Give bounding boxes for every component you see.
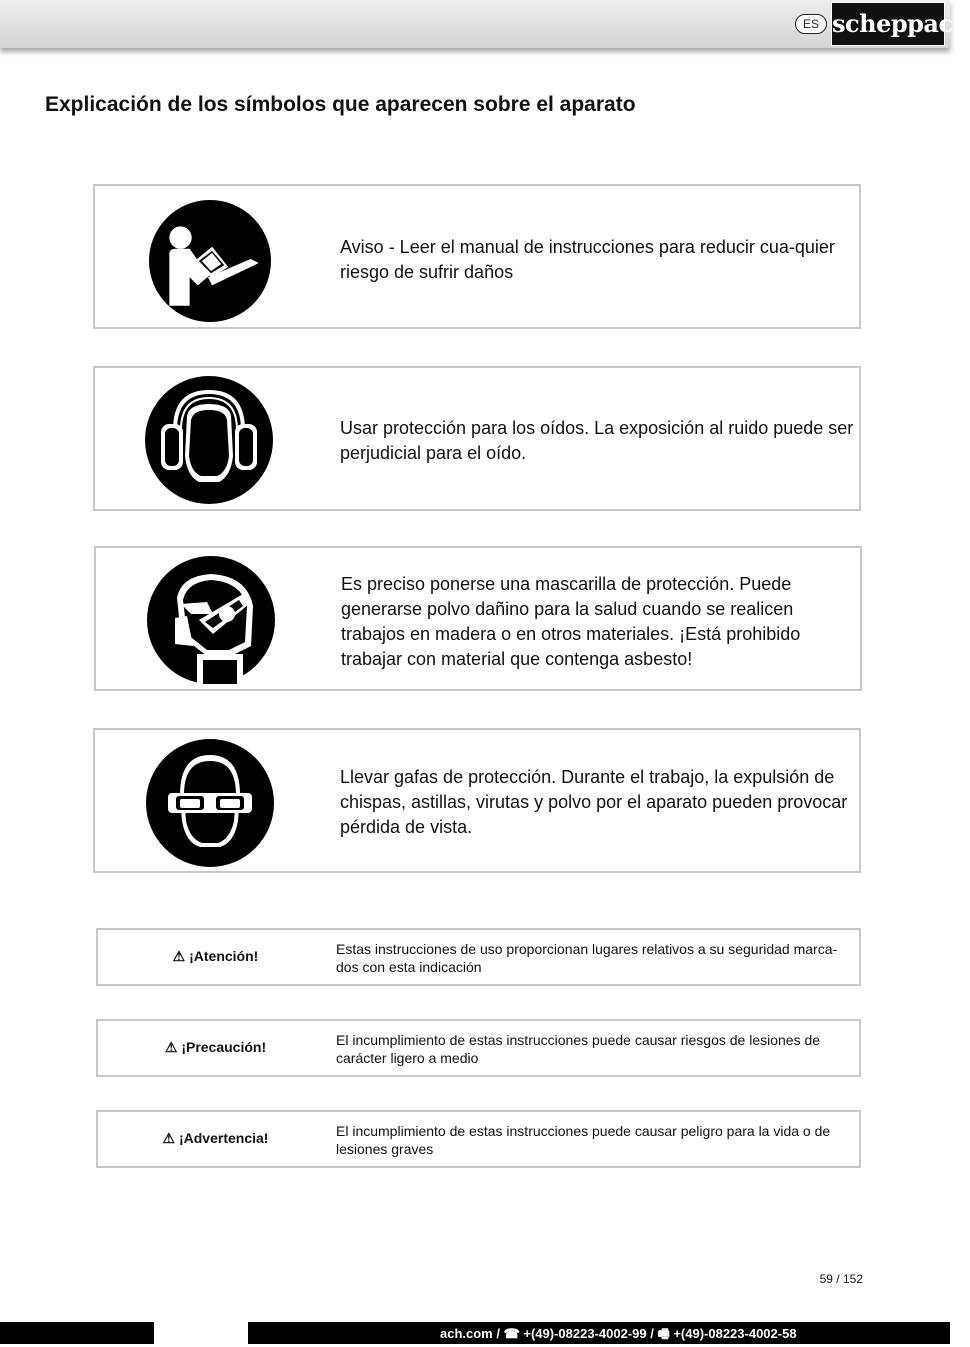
safety-goggles-icon: [146, 739, 274, 867]
notice-text-warning: El incumplimiento de estas instrucciones puede causar peligro para la vida o de lesiones graves: [336, 1123, 831, 1157]
notice-label-caution: ⚠ ¡Precaución!: [164, 1039, 267, 1055]
notice-warning: [96, 1110, 861, 1168]
symbol-box-read-manual: [93, 184, 861, 329]
header-bar: [0, 0, 970, 48]
symbol-box-safety-goggles: [93, 728, 861, 873]
footer-gap: [154, 1322, 248, 1344]
symbol-box-hearing-protection: [93, 366, 861, 511]
footer-contact: ach.com / ☎ +(49)-08223-4002-99 / 🖷 +(49)-08223-4002-58: [440, 1326, 797, 1341]
read-manual-icon: [149, 200, 271, 322]
language-badge: ES: [795, 14, 827, 34]
notice-caution: [96, 1019, 861, 1077]
symbol-text-dust-mask: Es preciso ponerse una mascarilla de protección. Puede generarse polvo dañino para la salud cuando se realicen trabajos en madera o en otros materiales. ¡Está prohibido trabajar con material que contenga asbesto!: [341, 574, 801, 669]
notice-attention: [96, 928, 861, 986]
notice-text-attention: Estas instrucciones de uso proporcionan lugares relativos a su seguridad marca-dos con esta indicación: [336, 941, 838, 975]
dust-mask-icon: [147, 556, 275, 684]
symbol-text-read-manual: Aviso - Leer el manual de instrucciones para reducir cua-quier riesgo de sufrir daños: [340, 237, 835, 282]
footer-bar: [0, 1322, 950, 1344]
notice-text-caution: El incumplimiento de estas instrucciones puede causar riesgos de lesiones de carácter ligero a medio: [336, 1032, 821, 1066]
notice-label-attention: ⚠ ¡Atención!: [172, 948, 259, 964]
symbol-text-hearing-protection: Usar protección para los oídos. La exposición al ruido puede ser perjudicial para el oído.: [340, 418, 854, 463]
symbol-box-dust-mask: [94, 546, 862, 691]
symbol-text-safety-goggles: Llevar gafas de protección. Durante el trabajo, la expulsión de chispas, astillas, virutas y polvo por el aparato pueden provocar pérdida de vista.: [340, 767, 848, 837]
notice-label-warning: ⚠ ¡Advertencia!: [162, 1130, 269, 1146]
page-number: 59 / 152: [819, 1272, 863, 1286]
hearing-protection-icon: [145, 376, 273, 504]
brand-logo: scheppach: [831, 2, 945, 46]
page-title: Explicación de los símbolos que aparecen sobre el aparato: [45, 93, 636, 116]
